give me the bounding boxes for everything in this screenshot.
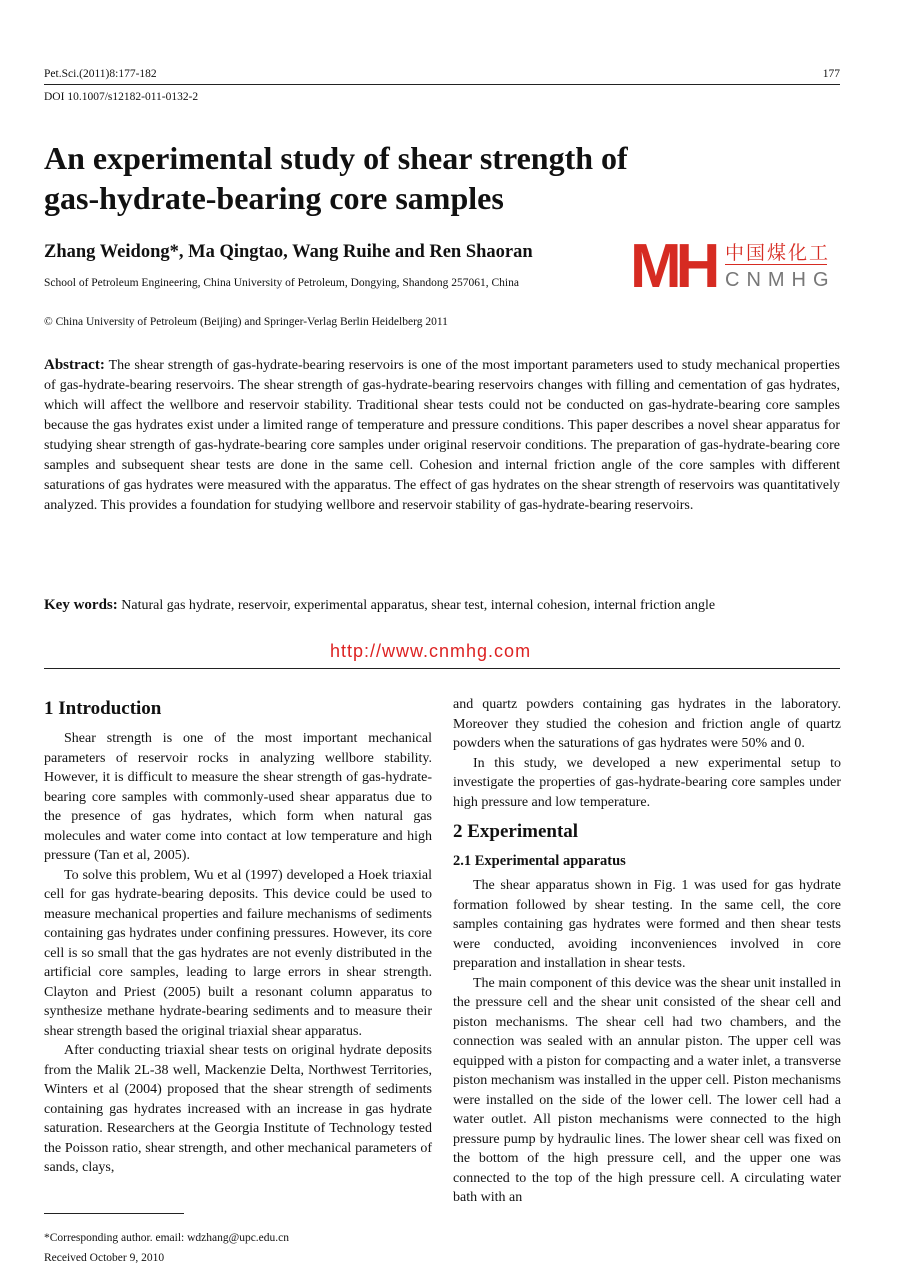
authors: Zhang Weidong*, Ma Qingtao, Wang Ruihe and Ren Shaoran xyxy=(44,242,533,262)
header-rule xyxy=(44,84,840,85)
section-heading-introduction: 1 Introduction xyxy=(44,698,162,719)
received-date: Received October 9, 2010 xyxy=(44,1252,165,1264)
copyright: © China University of Petroleum (Beijing) and Springer-Verlag Berlin Heidelberg 2011 xyxy=(44,316,448,328)
footnotes xyxy=(44,1228,289,1268)
title-line-2: gas-hydrate-bearing core samples xyxy=(44,180,504,216)
paper-title xyxy=(44,138,804,218)
abstract-label: Abstract: xyxy=(44,357,105,373)
corresponding-author: *Corresponding author. email: wdzhang@upc.edu.cn xyxy=(44,1232,290,1244)
paragraph: Shear strength is one of the most important mechanical parameters of reservoir rocks in analyzing wellbore stability. However, it is difficult to measure the shear strength of gas-hydrate-bearing core samples with commonly-used shear apparatus due to the presence of gas hydrates, which form when natural gas molecules and water come into contact at low temperature and high pressure (Tan et al, 2005). xyxy=(44,731,432,863)
paragraph: After conducting triaxial shear tests on original hydrate deposits from the Malik 2L-38 well, Mackenzie Delta, Northwest Territories, Winters et al (2004) proposed that the shear strength of sediments containing gas hydrates increased with an increase in gas hydrate saturation. Researchers at the Georgia Institute of Technology tested the Poisson ratio, shear strength, and other mechanical parameters of sands, clays, xyxy=(44,1043,432,1175)
paragraph: The shear apparatus shown in Fig. 1 was used for gas hydrate formation followed by shear testing. In the same cell, the core samples containing gas hydrates were formed and then shear tests were conducted, avoiding inconveniences involved in core preparation and installation in shear tests. xyxy=(453,878,841,971)
title-line-1: An experimental study of shear strength of xyxy=(44,140,628,176)
running-head: Pet.Sci.(2011)8:177-182 xyxy=(44,68,157,80)
paragraph: The main component of this device was the shear unit installed in the pressure cell and the shear unit consisted of the shear cell and piston mechanisms. The shear cell had two chambers, and the connection was sealed with an annular piston. The upper cell was equipped with a piston for compacting and a water inlet, a transverse piston mechanism was installed in the upper cell. Piston mechanisms were installed on the side of the lower cell. The lower cell had a water outlet. All piston mechanisms were connected to the high pressure pump by hydraulic lines. The lower shear cell was fixed on the bottom of the high pressure cell, and the upper one was connected to the top of the high pressure cell. A circulating water bath with an xyxy=(453,975,841,1205)
footnote-rule xyxy=(44,1213,184,1214)
affiliation: School of Petroleum Engineering, China University of Petroleum, Dongying, Shandong 257061, China xyxy=(44,277,519,289)
subsection-heading-apparatus: 2.1 Experimental apparatus xyxy=(453,853,626,869)
abstract xyxy=(44,355,840,516)
right-column xyxy=(453,695,841,1208)
section-divider xyxy=(44,668,840,669)
logo-chinese: 中国煤化工 xyxy=(725,242,831,264)
logo-letters: MH xyxy=(630,232,715,301)
cnmhg-logo xyxy=(630,232,836,301)
keywords xyxy=(44,595,840,616)
abstract-text: The shear strength of gas-hydrate-bearing reservoirs is one of the most important parameters used to study mechanical properties of gas-hydrate-bearing reservoirs. The shear strength of gas-hydrate-bearing reservoirs changes with filling and cementation of gas hydrates, which will affect the wellbore and reservoir stability. Traditional shear tests could not be conducted on gas-hydrate-bearing core samples because the gas hydrates exist under a limited range of temperature and pressure conditions. This paper describes a novel shear apparatus for studying shear strength of gas-hydrate-bearing core samples under original reservoir conditions. The preparation of gas-hydrate-bearing core samples and subsequent shear tests are done in the same cell. Cohesion and internal friction angle of the core samples with different saturations of gas hydrates were measured with the apparatus. The effect of gas hydrates on the shear strength of reservoirs was quantitatively analyzed. This provides a foundation for studying wellbore and reservoir stability of gas-hydrate-bearing reservoirs. xyxy=(44,358,840,513)
keywords-label: Key words: xyxy=(44,597,118,613)
doi: DOI 10.1007/s12182-011-0132-2 xyxy=(44,91,199,103)
logo-english: CNMHG xyxy=(725,269,836,291)
paragraph: To solve this problem, Wu et al (1997) developed a Hoek triaxial cell for gas hydrate-bearing deposits. This device could be used to measure mechanical properties and failure mechanisms of sediments containing gas hydrates under confining pressures. However, its core cell is so small that the gas hydrates are not evenly distributed in the artificial core samples, leading to large errors in shear strength. Clayton and Priest (2005) built a resonant column apparatus to synthesize methane hydrate-bearing sediments and to measure their shear strength based the original triaxial shear apparatus. xyxy=(44,867,432,1039)
page-number: 177 xyxy=(822,68,840,80)
url-watermark: http://www.cnmhg.com xyxy=(330,641,532,661)
section-heading-experimental: 2 Experimental xyxy=(453,821,579,842)
paragraph: and quartz powders containing gas hydrates in the laboratory. Moreover they studied the cohesion and friction angle of quartz powders when the saturations of gas hydrates were 50% and 0. xyxy=(453,697,841,751)
paragraph: In this study, we developed a new experimental setup to investigate the properties of gas-hydrate-bearing core samples under high pressure and low temperature. xyxy=(453,755,841,810)
keywords-text: Natural gas hydrate, reservoir, experimental apparatus, shear test, internal cohesion, internal friction angle xyxy=(121,598,716,613)
logo-rule xyxy=(725,264,827,265)
left-column xyxy=(44,697,432,1178)
